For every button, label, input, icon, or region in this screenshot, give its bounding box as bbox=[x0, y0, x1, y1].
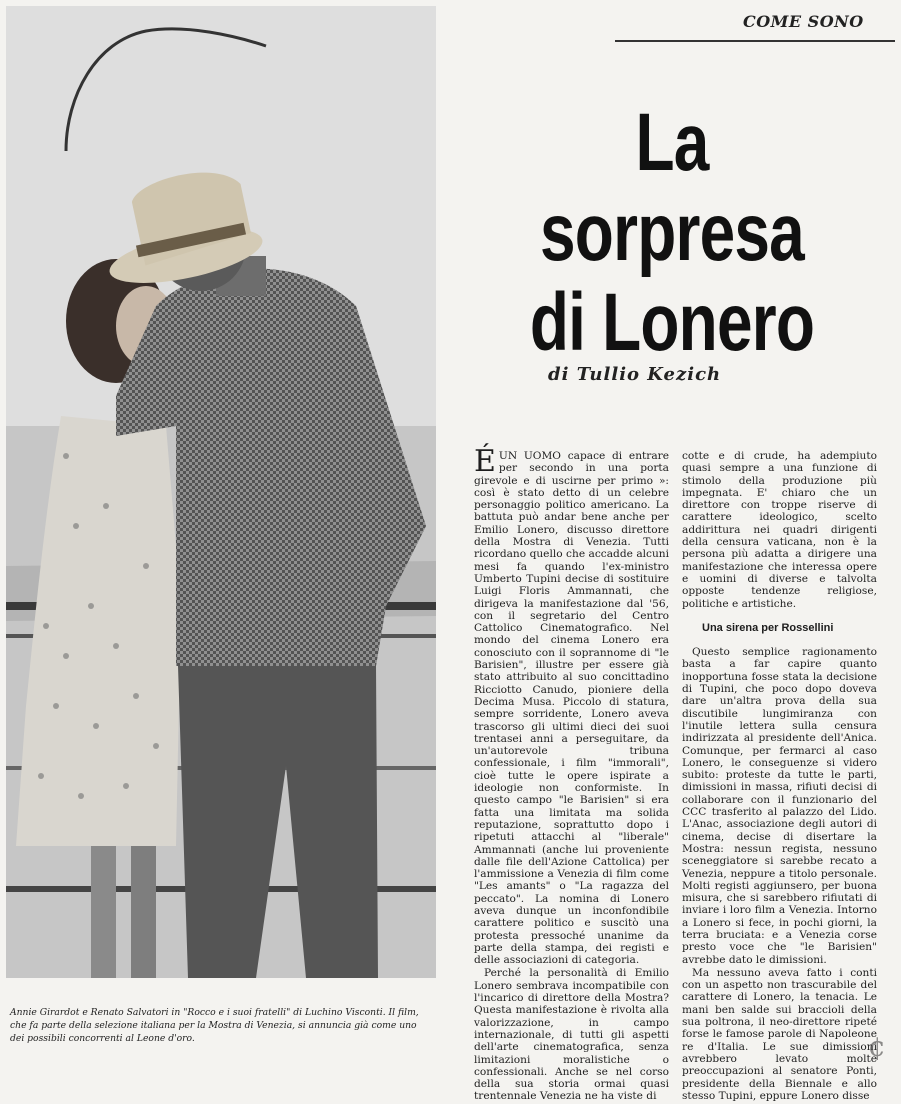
photo-caption: Annie Girardot e Renato Salvatori in "Rocco e i suoi fratelli" di Luchino Visconti. Il film, che fa parte della selezione italiana per la Mostra di Venezia, si annuncia già come uno dei possibili concorrenti al Leone d'oro. bbox=[10, 1007, 419, 1044]
byline: di Tullio Kezich bbox=[548, 364, 722, 385]
headline-line: La sorpresa bbox=[540, 97, 804, 278]
paragraph bbox=[474, 444, 669, 967]
subheading: Una sirena per Rossellini bbox=[702, 621, 834, 634]
section-label: COME SONO bbox=[743, 12, 864, 31]
headline bbox=[508, 98, 836, 368]
couple-embracing-illustration bbox=[6, 6, 436, 978]
article-column-2 bbox=[682, 450, 877, 1103]
paragraph: Perché la personalità di Emilio Lonero sembrava incompatibile con l'incarico di direttore della Mostra? Questa manifestazione è rivolta alla valorizzazione, in campo internazionale, di tutti gli aspetti dell'arte cinematografica, senza limitazioni moralistiche o confessionali. Anche se nel corso della sua storia ormai quasi trentennale Venezia ne ha viste di bbox=[474, 967, 669, 1103]
paragraph: Questo semplice ragionamento basta a far capire quanto inopportuna fosse stata la decisione di Tupini, che poco dopo doveva dare un'altra prova della sua discutibile lungimiranza con l'inutile lettera sulla censura indirizzata al presidente dell'Anica. Comunque, per fermarci al caso Lonero, le conseguenze si videro subito: proteste da tutte le parti, dimissioni in massa, rifiuti decisi di collaborare con il funzionario del CCC trasferito al palazzo del Lido. L'Anac, associazione degli autori di cinema, decise di disertare la Mostra: nessun regista, nessuno sceneggiatore si sarebbe recato a Venezia, neppure a titolo personale. Molti registi aggiunsero, per buona misura, che si sarebbero rifiutati di inviare i loro film a Venezia. Intorno a Lonero si fece, in pochi giorni, la terra bruciata: e a Venezia corse presto voce che "le Barisien" avrebbe dato le dimissioni. bbox=[682, 646, 877, 966]
ink-mark: ¢ bbox=[868, 1030, 886, 1063]
drop-cap: É bbox=[474, 444, 496, 479]
paragraph-text: UN UOMO capace di entrare per secondo in una porta girevole e di uscirne per primo »: così è stato detto di un celebre personaggio politico americano. La battuta può andar bene anche per Emilio Lonero, discusso direttore della Mostra di Venezia. Tutti ricordano quello che accadde alcuni mesi fa quando l'ex-ministro Umberto Tupini decise di sostituire Luigi Floris Ammannati, che dirigeva la manifestazione dal '56, con il segretario del Centro Cattolico Cinematografico. Nel mondo del cinema Lonero era conosciuto con il soprannome di "le Barisien", illustre per essere già stato attribuito al suo concittadino Ricciotto Canudo, pioniere della Decima Musa. Piccolo di statura, sempre sorridente, Lonero aveva trascorso gli ultimi dieci dei suoi trentasei anni a perseguitare, da un'autorevole tribuna confessionale, i film "immorali", cioè tutte le opere ispirate a ideologie non conformiste. In questo campo "le Barisien" si era fatta una limitata ma solida reputazione, soprattutto dopo i ripetuti attacchi al "liberale" Ammannati (anche lui proveniente dalle file dell'Azione Cattolica) per l'ammissione a Venezia di film come "Les amants" o "La ragazza del peccato". La nomina di Lonero aveva dunque un inconfondibile carattere politico e suscitò una protesta pressoché unanime da parte della stampa, dei registi e delle associazioni di categoria. bbox=[474, 450, 669, 967]
header-rule bbox=[615, 40, 895, 42]
film-still-photo bbox=[6, 6, 436, 978]
headline-line: di Lonero bbox=[529, 277, 815, 368]
paragraph: cotte e di crude, ha adempiuto quasi sempre a una funzione di stimolo della produzione più impegnata. E' chiaro che un direttore con troppe riserve di carattere ideologico, scelto addirittura nei quadri dirigenti della censura vaticana, non è la persona più adatta a dirigere una manifestazione che interessa opere e uomini di diverse e talvolta opposte tendenze religiose, politiche e artistiche. bbox=[682, 450, 877, 610]
paragraph: Ma nessuno aveva fatto i conti con un aspetto non trascurabile del carattere di Lonero, la tenacia. Le mani ben salde sui braccioli della sua poltrona, il neo-direttore ripeté forse le famose parole di Napoleone re d'Italia. Le sue dimissioni avrebbero levato molte preoccupazioni al senatore Ponti, presidente della Biennale e allo stesso Tupini, eppure Lonero disse bbox=[682, 966, 877, 1102]
article-column-1 bbox=[474, 444, 669, 1104]
